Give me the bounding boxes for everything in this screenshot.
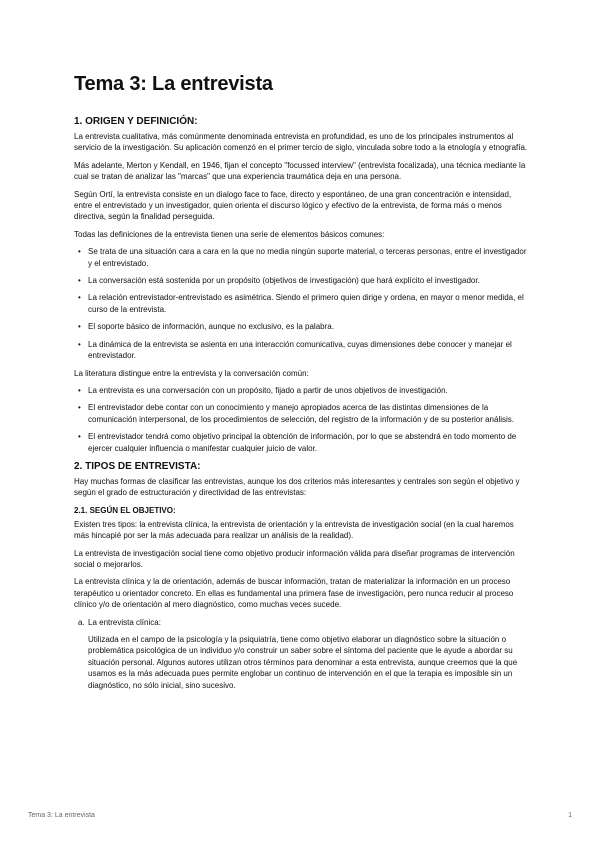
paragraph: Existen tres tipos: la entrevista clínica, la entrevista de orientación y la entrevista de investigación social (en la cual haremos más hincapié por ser la más adecuada para realizar un análisis de la realidad). <box>74 519 514 541</box>
paragraph: La literatura distingue entre la entrevista y la conversación común: <box>74 368 309 378</box>
paragraph: Todas las definiciones de la entrevista tienen una serie de elementos básicos comunes: <box>74 229 385 239</box>
list-item: • La dinámica de la entrevista se asienta en una interacción comunicativa, cuyas dimensiones debe conocer y manejar el entrevistador. <box>88 339 530 362</box>
paragraph: Según Ortí, la entrevista consiste en un dialogo face to face, directo y espontáneo, de una gran concentración e intensidad, entre el entrevistado y un investigador, quien orienta el discurso lógico y efectivo de la entrevista, de forma más o menos directiva, según la finalidad perseguida. <box>74 189 512 222</box>
bullet-list-elementos <box>74 246 530 361</box>
footer-title: Tema 3: La entrevista <box>28 812 95 819</box>
paragraph: La entrevista de investigación social tiene como objetivo producir información válida para diseñar programas de intervención social o mejorarlos. <box>74 548 515 569</box>
list-item: • Se trata de una situación cara a cara en la que no media ningún suporte material, o terceras personas, entre el investigador y el entrevistado. <box>88 246 530 269</box>
subsection-heading-objetivo: 2.1. SEGÚN EL OBJETIVO: <box>74 505 176 515</box>
bullet-list-conversacion <box>74 385 530 454</box>
list-item: • La relación entrevistador-entrevistado es asimétrica. Siendo el primero quien dirige y ordena, en mayor o menor medida, el curso de la entrevista. <box>88 292 530 315</box>
section-heading-tipos: 2. TIPOS DE ENTREVISTA: <box>74 460 201 472</box>
page-number: 1 <box>568 812 572 819</box>
list-item: • El entrevistador debe contar con un conocimiento y manejo apropiados acerca de las distintas dimensiones de la comunicación interpersonal, de los procedimientos de selección, del registro de la información y de su posterior análisis. <box>88 402 530 425</box>
list-item: • El entrevistador tendrá como objetivo principal la obtención de información, por lo que se abstendrá en todo momento de ejercer cualquier influencia o manifestar cualquier juicio de valor. <box>88 431 530 454</box>
list-item: • El soporte básico de información, aunque no exclusivo, es la palabra. <box>88 321 530 332</box>
lettered-list <box>74 617 530 691</box>
list-item: • La conversación está sostenida por un propósito (objetivos de investigación) que hará explícito el investigador. <box>88 275 530 286</box>
paragraph: Más adelante, Merton y Kendall, en 1946, fijan el concepto "focussed interview" (entrevista focalizada), una técnica mediante la cual se tratan de analizar las "marcas" que una experiencia traumática deja en una persona. <box>74 160 526 182</box>
document-title: Tema 3: La entrevista <box>74 73 273 95</box>
paragraph: La entrevista cualitativa, más comúnmente denominada entrevista en profundidad, es uno de los principales instrumentos al servicio de la investigación. Su aplicación comenzó en el primer tercio de siglo, vinculada sobre todo a la etnología y etnografía. <box>74 132 528 153</box>
document-page <box>74 72 530 691</box>
section-heading-origen: 1. ORIGEN Y DEFINICIÓN: <box>74 116 198 127</box>
paragraph: La entrevista clínica y la de orientación, además de buscar información, tratan de materializar la información en un proceso terapéutico u orientador concreto. En ellas es fundamental una primera fase de investigación, pero nunca reducir al proceso clínico y/o de orientación al mero diagnóstico, como muchas veces sucede. <box>74 577 514 610</box>
list-marker: a. <box>78 617 85 627</box>
paragraph: Utilizada en el campo de la psicología y la psiquiatría, tiene como objetivo elaborar un diagnóstico sobre la situación o problemática psicológica de un individuo y/o construir un saber sobre el síntoma del paciente que le ayude a abordar su situación personal. Algunos autores utilizan otros términos para denominar a esta entrevista, aunque creemos que la que usamos es la más adecuada pues permite englobar un continuo de intervención en el que la terapia es imposible sin un diagnóstico, no sólo inicial, sino sucesivo. <box>88 635 518 690</box>
list-item: • La entrevista es una conversación con un propósito, fijado a partir de unos objetivos de investigación. <box>88 385 530 396</box>
list-item <box>78 617 530 691</box>
list-item-title: La entrevista clínica: <box>88 617 161 627</box>
paragraph: Hay muchas formas de clasificar las entrevistas, aunque los dos criterios más interesantes y centrales son según el objetivo y según el grado de estructuración y directividad de las entrevistas: <box>74 476 520 498</box>
